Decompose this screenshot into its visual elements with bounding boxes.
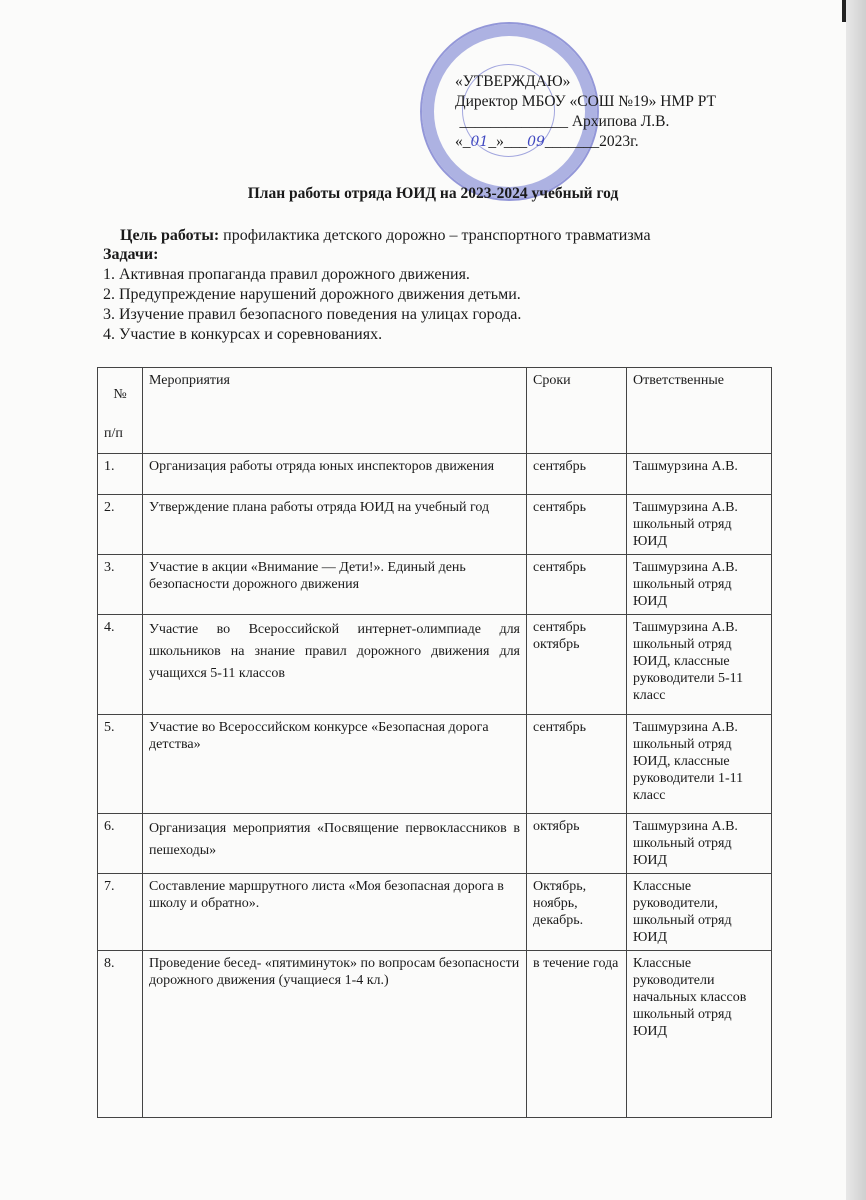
goal-text: профилактика детского дорожно – транспортного травматизма	[219, 227, 651, 244]
row-event: Утверждение плана работы отряда ЮИД на учебный год	[143, 495, 527, 555]
approval-label: «УТВЕРЖДАЮ»	[455, 73, 571, 90]
row-num: 2.	[98, 495, 143, 555]
row-term: Октябрь, ноябрь, декабрь.	[527, 874, 627, 951]
row-resp: Ташмурзина А.В. школьный отряд ЮИД	[627, 814, 772, 874]
header-event: Мероприятия	[143, 368, 527, 454]
date-quote: «	[455, 133, 463, 150]
row-term: сентябрь октябрь	[527, 615, 627, 715]
header-term: Сроки	[527, 368, 627, 454]
table-row	[98, 874, 772, 951]
table-row	[98, 495, 772, 555]
approval-block	[455, 72, 716, 152]
row-resp: Ташмурзина А.В. школьный отряд ЮИД, классные руководители 5-11 класс	[627, 615, 772, 715]
row-term: сентябрь	[527, 454, 627, 495]
task-item: 3. Изучение правил безопасного поведения на улицах города.	[103, 306, 522, 323]
goal	[120, 227, 651, 245]
signature	[455, 114, 459, 130]
task-item: 2. Предупреждение нарушений дорожного движения детьми.	[103, 286, 521, 303]
date-year: 2023г.	[599, 133, 639, 150]
signer-name: Архипова Л.В.	[571, 113, 670, 130]
task-item: 1. Активная пропаганда правил дорожного движения.	[103, 266, 470, 283]
row-term: в течение года	[527, 951, 627, 1118]
row-event: Проведение бесед- «пятиминуток» по вопросам безопасности дорожного движения (учащиеся 1-4 кл.)	[143, 951, 527, 1118]
plan-table	[97, 367, 772, 1118]
header-num-top: №	[113, 387, 127, 402]
date-quote: »	[496, 133, 504, 150]
row-resp: Классные руководители, школьный отряд ЮИД	[627, 874, 772, 951]
header-resp: Ответственные	[627, 368, 772, 454]
table-row	[98, 715, 772, 814]
row-num: 5.	[98, 715, 143, 814]
table-row	[98, 555, 772, 615]
header-num	[98, 368, 143, 454]
row-num: 4.	[98, 615, 143, 715]
row-resp: Ташмурзина А.В.	[627, 454, 772, 495]
row-event: Организация работы отряда юных инспекторов движения	[143, 454, 527, 495]
table-row	[98, 615, 772, 715]
table-row	[98, 454, 772, 495]
row-resp: Ташмурзина А.В. школьный отряд ЮИД	[627, 495, 772, 555]
row-event: Составление маршрутного листа «Моя безопасная дорога в школу и обратно».	[143, 874, 527, 951]
row-event: Организация мероприятия «Посвящение первоклассников в пешеходы»	[143, 814, 527, 874]
row-num: 1.	[98, 454, 143, 495]
row-resp: Классные руководители начальных классов школьный отряд ЮИД	[627, 951, 772, 1118]
date-day: 01	[470, 134, 489, 150]
row-num: 8.	[98, 951, 143, 1118]
approval-position: Директор МБОУ «СОШ №19» НМР РТ	[455, 93, 716, 110]
approval-date: «_01_»___09_______2023г.	[455, 133, 639, 150]
tasks-label: Задачи:	[103, 246, 159, 263]
approval-signature-line: ______________ Архипова Л.В.	[455, 112, 716, 132]
row-resp: Ташмурзина А.В. школьный отряд ЮИД	[627, 555, 772, 615]
row-num: 7.	[98, 874, 143, 951]
row-term: октябрь	[527, 814, 627, 874]
document-title: План работы отряда ЮИД на 2023-2024 учебный год	[247, 185, 619, 202]
row-term: сентябрь	[527, 715, 627, 814]
row-num: 3.	[98, 555, 143, 615]
row-event: Участие во Всероссийском конкурсе «Безопасная дорога детства»	[143, 715, 527, 814]
table-row	[98, 814, 772, 874]
row-num: 6.	[98, 814, 143, 874]
table-header-row	[98, 368, 772, 454]
row-event: Участие в акции «Внимание — Дети!». Единый день безопасности дорожного движения	[143, 555, 527, 615]
row-event: Участие во Всероссийской интернет-олимпиаде для школьников на знание правил дорожного движения для учащихся 5-11 классов	[143, 615, 527, 715]
row-resp: Ташмурзина А.В. школьный отряд ЮИД, классные руководители 1-11 класс	[627, 715, 772, 814]
table-row	[98, 951, 772, 1118]
header-num-bottom: п/п	[104, 426, 123, 441]
task-item: 4. Участие в конкурсах и соревнованиях.	[103, 326, 383, 343]
scan-edge-strip	[846, 0, 866, 1200]
row-term: сентябрь	[527, 495, 627, 555]
date-month: 09	[527, 134, 545, 150]
goal-label: Цель работы:	[120, 227, 220, 244]
row-term: сентябрь	[527, 555, 627, 615]
tasks	[103, 245, 521, 345]
